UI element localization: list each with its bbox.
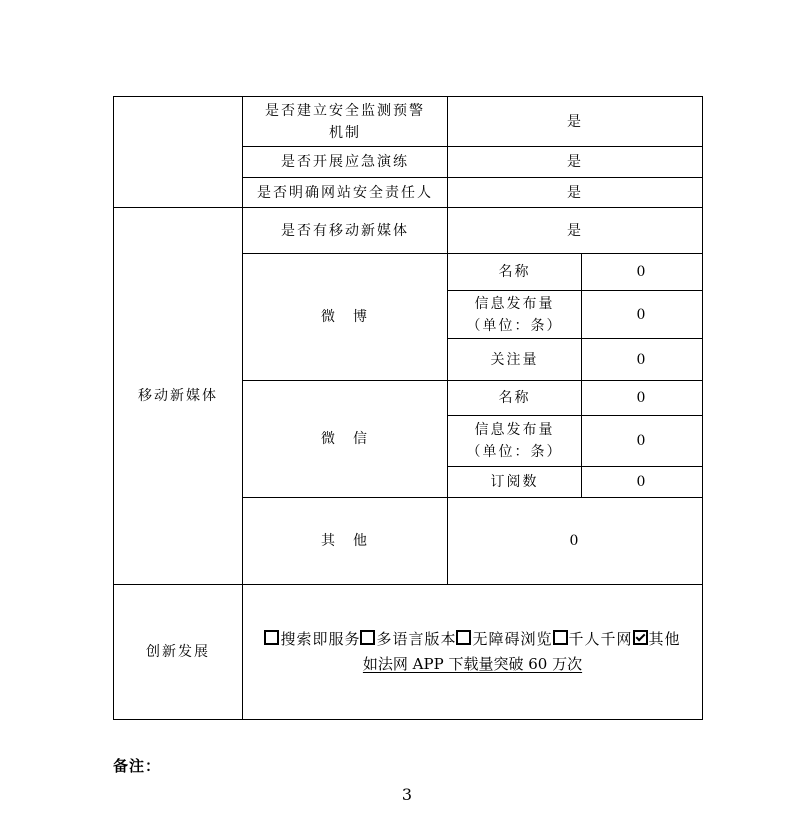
option-multilingual bbox=[360, 630, 456, 648]
row-label-has-media: 是否有移动新媒体 bbox=[243, 208, 448, 254]
weibo-posts-label bbox=[448, 291, 582, 339]
option-label: 无障碍浏览 bbox=[472, 630, 553, 648]
option-other bbox=[633, 630, 681, 648]
section-label-mobile-media: 移动新媒体 bbox=[114, 208, 243, 585]
weibo-posts-unit-text: （单位：条） bbox=[466, 317, 563, 334]
weixin-label: 微 信 bbox=[243, 381, 448, 498]
weibo-posts-label-text: 信息发布量 bbox=[474, 295, 555, 312]
row-label-drill: 是否开展应急演练 bbox=[243, 147, 448, 178]
checkbox-unchecked-icon bbox=[264, 630, 279, 645]
checkbox-unchecked-icon bbox=[553, 630, 568, 645]
page-number: 3 bbox=[401, 785, 413, 804]
checkbox-unchecked-icon bbox=[360, 630, 375, 645]
row-value-monitoring: 是 bbox=[448, 97, 703, 147]
option-label: 多语言版本 bbox=[376, 630, 457, 648]
row-value-drill: 是 bbox=[448, 147, 703, 178]
row-label-responsible: 是否明确网站安全责任人 bbox=[243, 178, 448, 208]
section-label-innovation: 创新发展 bbox=[114, 585, 243, 720]
other-media-label: 其 他 bbox=[243, 498, 448, 585]
weixin-name-label: 名称 bbox=[448, 381, 582, 416]
weibo-followers-label: 关注量 bbox=[448, 339, 582, 381]
option-personalization bbox=[553, 630, 633, 648]
option-label: 其他 bbox=[648, 630, 681, 648]
report-table bbox=[113, 96, 703, 720]
row-label-text: 是否建立安全监测预警机制 bbox=[265, 102, 425, 141]
weibo-posts-value: 0 bbox=[582, 291, 703, 339]
weibo-name-label: 名称 bbox=[448, 254, 582, 291]
weibo-label: 微 博 bbox=[243, 254, 448, 381]
weixin-posts-label bbox=[448, 416, 582, 467]
innovation-options bbox=[243, 627, 702, 652]
weixin-name-value: 0 bbox=[582, 381, 703, 416]
weixin-subscribers-label: 订阅数 bbox=[448, 467, 582, 498]
weixin-posts-unit-text: （单位：条） bbox=[466, 444, 563, 460]
other-detail-text: 如法网 APP 下载量突破 60 万次 bbox=[362, 655, 583, 673]
row-value-has-media: 是 bbox=[448, 208, 703, 254]
innovation-content bbox=[243, 585, 703, 720]
weibo-followers-value: 0 bbox=[582, 339, 703, 381]
checkbox-checked-icon bbox=[633, 630, 648, 645]
other-media-value: 0 bbox=[448, 498, 703, 585]
option-label: 搜索即服务 bbox=[280, 630, 361, 648]
weixin-posts-label-text: 信息发布量 bbox=[474, 422, 555, 438]
row-value-responsible: 是 bbox=[448, 178, 703, 208]
weibo-name-value: 0 bbox=[582, 254, 703, 291]
option-label: 千人千网 bbox=[568, 630, 633, 648]
option-accessibility bbox=[456, 630, 552, 648]
option-search-as-service bbox=[264, 630, 360, 648]
row-label-monitoring bbox=[243, 97, 448, 147]
remark-label: 备注： bbox=[113, 757, 162, 775]
checkbox-unchecked-icon bbox=[456, 630, 471, 645]
weixin-posts-value: 0 bbox=[582, 416, 703, 467]
weixin-subscribers-value: 0 bbox=[582, 467, 703, 498]
continued-section-cell bbox=[114, 97, 243, 208]
